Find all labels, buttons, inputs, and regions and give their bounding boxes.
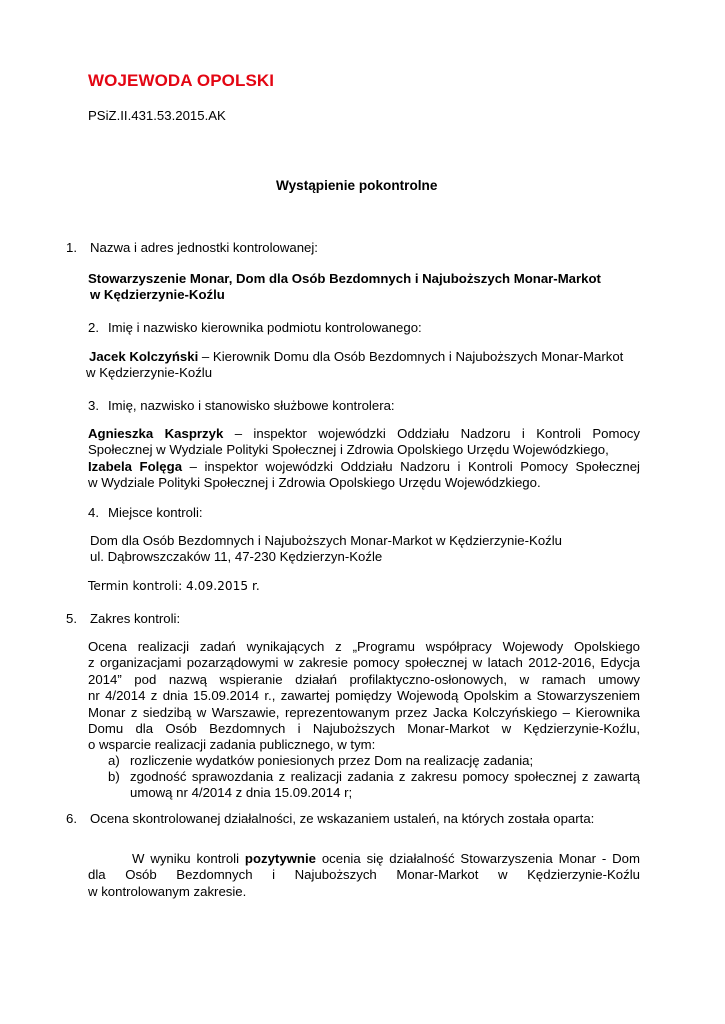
- section-1-number: 1.: [66, 240, 77, 255]
- scope-item-b-line-1: zgodność sprawozdania z realizacji zadania z zakresu pomocy społecznej z zawartą: [130, 769, 640, 784]
- controller-2-name: Izabela Folęga: [88, 458, 183, 474]
- assessment-pre: W wyniku kontroli: [132, 851, 245, 866]
- scope-line: Ocena realizacji zadań wynikających z „Programu współpracy Wojewody Opolskiego: [88, 639, 640, 654]
- assessment-line-3: w kontrolowanym zakresie.: [88, 883, 247, 899]
- scope-item-b-line-2: umową nr 4/2014 z dnia 15.09.2014 r;: [130, 785, 353, 801]
- section-6-label: Ocena skontrolowanej działalności, ze wskazaniem ustaleń, na których została oparta:: [90, 811, 595, 826]
- scope-line: o wsparcie realizacji zadania publicznego, w tym:: [88, 737, 376, 753]
- authority-title: WOJEWODA OPOLSKI: [88, 71, 275, 90]
- scope-item-a: rozliczenie wydatków poniesionych przez Dom na realizację zadania;: [130, 753, 534, 768]
- scope-item-b: [130, 769, 640, 802]
- section-3-label: Imię, nazwisko i stanowisko służbowe kontrolera:: [108, 398, 395, 413]
- section-3-number: 3.: [88, 398, 99, 413]
- control-date: Termin kontroli: 4.09.2015 r.: [88, 579, 260, 593]
- section-5-label: Zakres kontroli:: [90, 611, 181, 626]
- manager-paragraph: [88, 349, 640, 382]
- section-5-number: 5.: [66, 611, 77, 626]
- controller-1-desc-2: Społecznej w Wydziale Polityki Społecznej i Zdrowia Opolskiego Urzędu Wojewódzkiego,: [88, 442, 609, 458]
- document-title: Wystąpienie pokontrolne: [276, 178, 438, 193]
- manager-name: Jacek Kolczyński: [89, 349, 199, 364]
- scope-paragraph: [88, 639, 640, 754]
- section-6-number: 6.: [66, 811, 77, 826]
- assessment-post: ocenia się działalność Stowarzyszenia Monar - Dom: [315, 851, 640, 866]
- controller-2-desc-1: – inspektor wojewódzki Oddziału Nadzoru i Kontroli Pomocy Społecznej: [182, 458, 640, 474]
- controller-1-name: Agnieszka Kasprzyk: [88, 426, 224, 441]
- controlled-entity-name: [88, 271, 601, 304]
- assessment-paragraph: [88, 851, 640, 900]
- scope-line: Monar z siedzibą w Warszawie, reprezentowanym przez Jacka Kolczyńskiego – Kierownika: [88, 704, 640, 720]
- manager-desc-2: w Kędzierzynie-Koźlu: [86, 365, 213, 381]
- section-1-label: Nazwa i adres jednostki kontrolowanej:: [90, 240, 318, 255]
- place-line-2: ul. Dąbrowszczaków 11, 47-230 Kędzierzyn-Koźle: [90, 549, 383, 565]
- control-place: [88, 533, 562, 566]
- section-4-number: 4.: [88, 505, 99, 520]
- place-line-1: Dom dla Osób Bezdomnych i Najuboższych Monar-Markot w Kędzierzynie-Koźlu: [90, 533, 563, 548]
- scope-item-b-marker: b): [108, 769, 120, 784]
- section-4-label: Miejsce kontroli:: [108, 505, 203, 520]
- entity-line-1: Stowarzyszenie Monar, Dom dla Osób Bezdomnych i Najuboższych Monar-Markot: [88, 271, 601, 286]
- controller-2-desc-2: w Wydziale Polityki Społecznej i Zdrowia Opolskiego Urzędu Wojewódzkiego.: [88, 475, 541, 491]
- scope-item-a-marker: a): [108, 753, 120, 768]
- scope-line: Domu dla Osób Bezdomnych i Najuboższych Monar-Markot w Kędzierzynie-Koźlu,: [88, 720, 640, 736]
- scope-line: nr 4/2014 z dnia 15.09.2014 r., zawartej pomiędzy Wojewodą Opolskim a Stowarzyszeniem: [88, 688, 640, 704]
- scope-line: z organizacjami pozarządowymi w zakresie pomocy społecznej w latach 2012-2016, Edycja: [88, 655, 640, 671]
- manager-desc-1: – Kierownik Domu dla Osób Bezdomnych i Najuboższych Monar-Markot: [198, 349, 624, 364]
- assessment-line-2: dla Osób Bezdomnych i Najuboższych Monar-Markot w Kędzierzynie-Koźlu: [88, 867, 640, 883]
- section-2-label: Imię i nazwisko kierownika podmiotu kontrolowanego:: [108, 320, 422, 335]
- scope-line: 2014” pod nazwą wspieranie działań profilaktyczno-osłonowych, w ramach umowy: [88, 671, 640, 687]
- controller-1-desc-1: – inspektor wojewódzki Oddziału Nadzoru i Kontroli Pomocy: [223, 426, 640, 441]
- reference-number: PSiZ.II.431.53.2015.AK: [88, 108, 226, 123]
- entity-line-2: w Kędzierzynie-Koźlu: [90, 287, 225, 303]
- section-2-number: 2.: [88, 320, 99, 335]
- controllers-paragraph: [88, 426, 640, 492]
- assessment-verdict: pozytywnie: [244, 851, 316, 866]
